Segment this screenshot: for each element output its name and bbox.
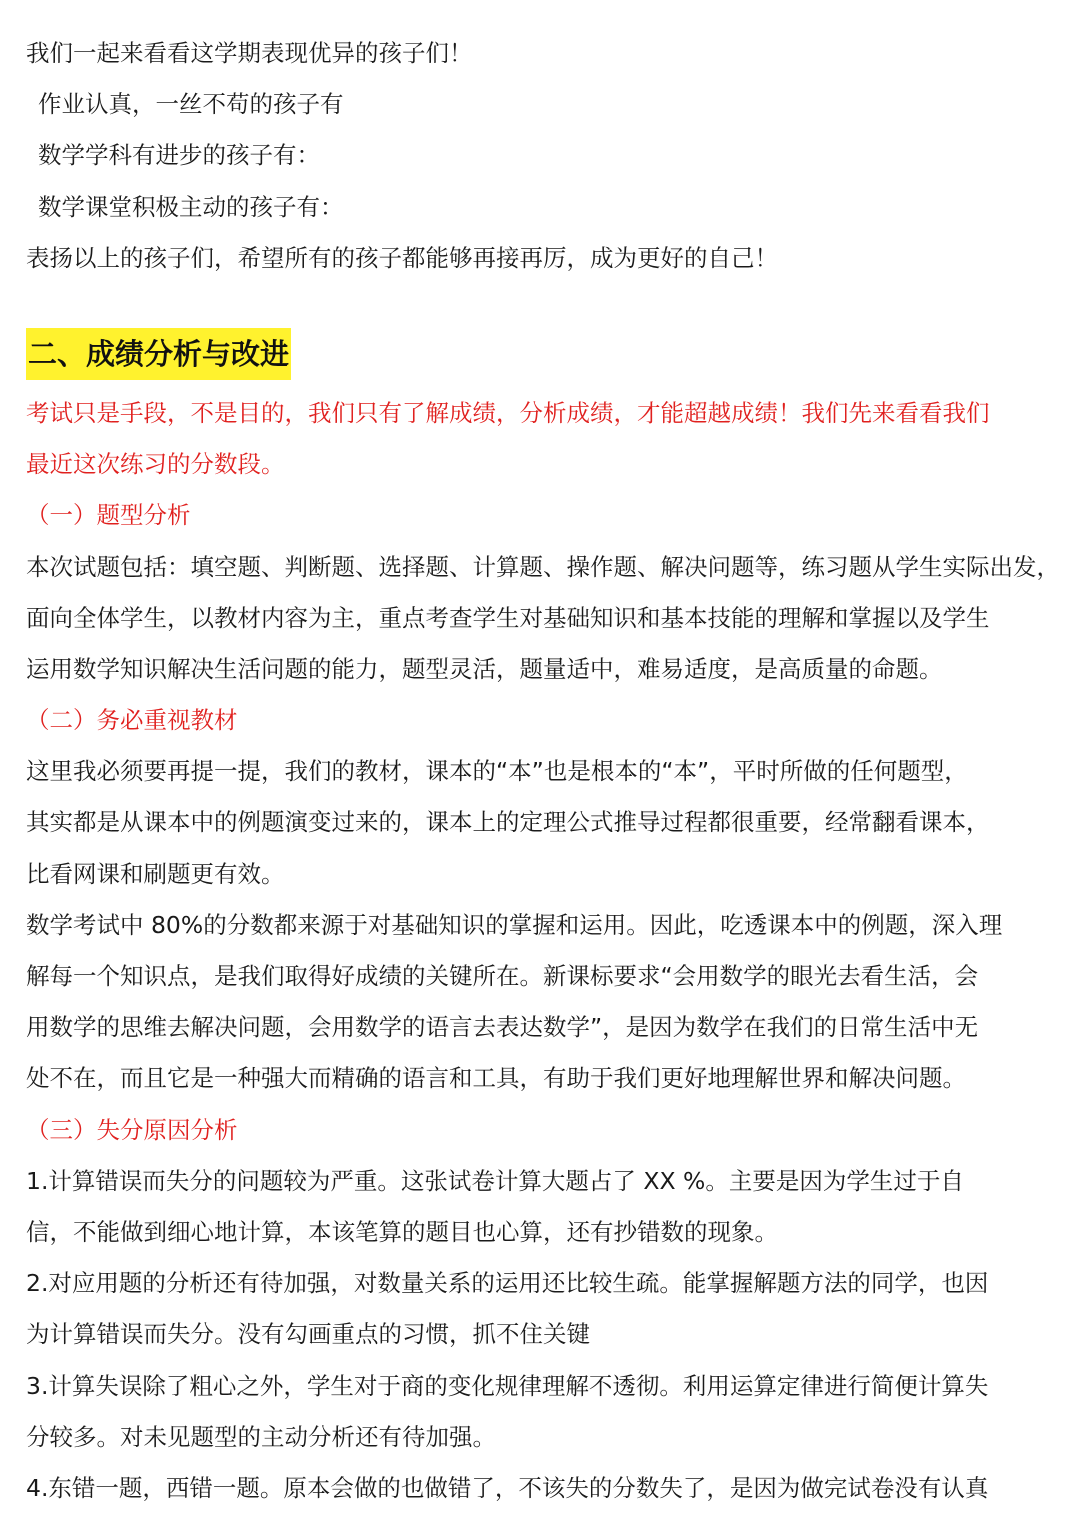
subsection-title: （二）务必重视教材	[26, 706, 238, 735]
paragraph-line: 分较多。对未见题型的主动分析还有待加强。	[26, 1422, 496, 1451]
lead-line-2: 最近这次练习的分数段。	[26, 450, 285, 479]
paragraph-line: 处不在，而且它是一种强大而精确的语言和工具，有助于我们更好地理解世界和解决问题。	[26, 1064, 966, 1093]
intro-section	[26, 28, 1066, 284]
paragraph-line: 数学考试中 80%的分数都来源于对基础知识的掌握和运用。因此，吃透课本中的例题，深入理	[26, 910, 1003, 939]
lead-line-1: 考试只是手段，不是目的，我们只有了解成绩，分析成绩，才能超越成绩！我们先来看看我们	[26, 398, 990, 427]
paragraph-line: 这里我必须要再提一提，我们的教材，课本的“本”也是根本的“本”，平时所做的任何题型，	[26, 757, 968, 786]
paragraph-line: 为计算错误而失分。没有勾画重点的习惯，抓不住关键	[26, 1320, 590, 1349]
intro-line-1: 我们一起来看看这学期表现优异的孩子们！	[26, 39, 473, 67]
section-heading: 二、成绩分析与改进	[26, 328, 291, 380]
intro-line-4: 数学课堂积极主动的孩子有：	[38, 192, 344, 221]
subsection-title: （三）失分原因分析	[26, 1115, 238, 1144]
intro-line-5: 表扬以上的孩子们，希望所有的孩子都能够再接再厉，成为更好的自己！	[26, 243, 778, 272]
section-lead	[26, 388, 1066, 490]
paragraph-line: 其实都是从课本中的例题演变过来的，课本上的定理公式推导过程都很重要，经常翻看课本，	[26, 808, 990, 837]
intro-line-3: 数学学科有进步的孩子有：	[38, 141, 320, 170]
document-page	[26, 28, 1066, 1514]
intro-line-2: 作业认真，一丝不苟的孩子有	[38, 90, 344, 119]
paragraph-line: 1.计算错误而失分的问题较为严重。这张试卷计算大题占了 XX %。主要是因为学生过于自	[26, 1166, 964, 1195]
section-heading-row	[26, 328, 1066, 388]
subsection-title: （一）题型分析	[26, 501, 191, 530]
subsection-error-analysis	[26, 1105, 1066, 1515]
paragraph-line: 解每一个知识点，是我们取得好成绩的关键所在。新课标要求“会用数学的眼光去看生活，会	[26, 962, 979, 990]
paragraph-line: 4.东错一题，西错一题。原本会做的也做错了，不该失的分数失了，是因为做完试卷没有认真	[26, 1473, 989, 1502]
paragraph-line: 本次试题包括：填空题、判断题、选择题、计算题、操作题、解决问题等，练习题从学生实际出发，	[26, 552, 1060, 581]
paragraph-line: 用数学的思维去解决问题，会用数学的语言去表达数学”，是因为数学在我们的日常生活中无	[26, 1013, 979, 1042]
paragraph-line: 3.计算失误除了粗心之外，学生对于商的变化规律理解不透彻。利用运算定律进行简便计算失	[26, 1371, 989, 1400]
subsection-textbook	[26, 695, 1066, 1105]
subsection-question-types	[26, 490, 1066, 695]
paragraph-line: 2.对应用题的分析还有待加强，对数量关系的运用还比较生疏。能掌握解题方法的同学，也因	[26, 1269, 989, 1298]
paragraph-line: 比看网课和刷题更有效。	[26, 859, 285, 888]
paragraph-line: 信，不能做到细心地计算，本该笔算的题目也心算，还有抄错数的现象。	[26, 1217, 778, 1246]
paragraph-line: 面向全体学生，以教材内容为主，重点考查学生对基础知识和基本技能的理解和掌握以及学生	[26, 603, 990, 632]
paragraph-line: 运用数学知识解决生活问题的能力，题型灵活，题量适中，难易适度，是高质量的命题。	[26, 654, 943, 683]
